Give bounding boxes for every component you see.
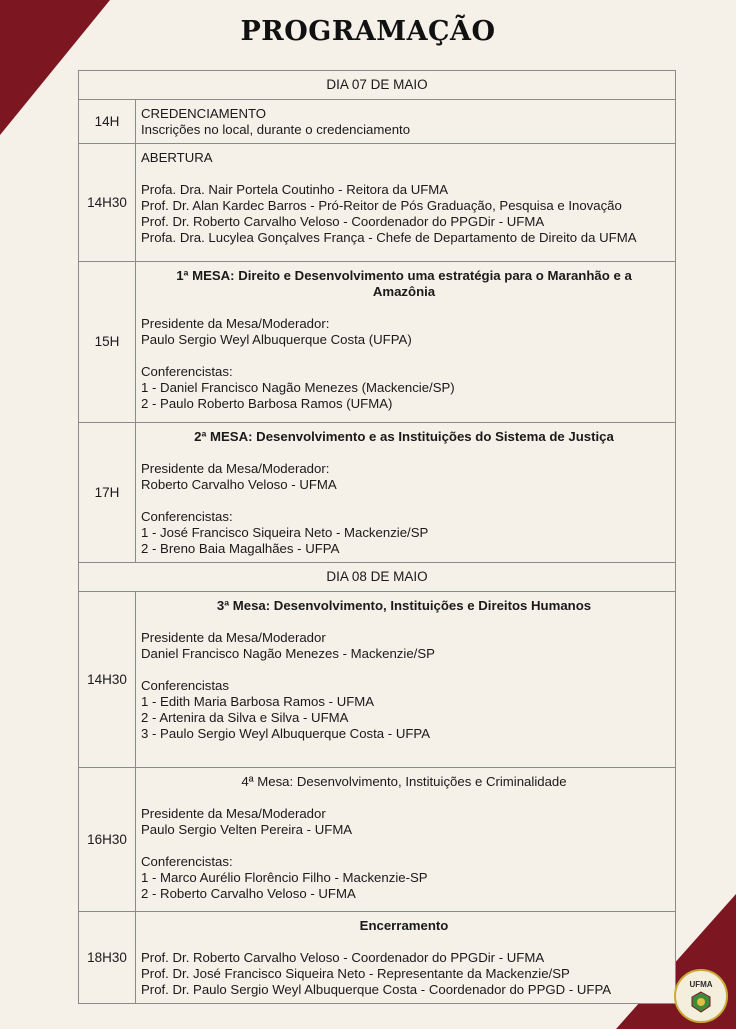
speakers-label: Conferencistas: [141,854,233,869]
list-item: Prof. Dr. Paulo Sergio Weyl Albuquerque Costa - Coordenador do PPGD - UFPA [141,982,612,997]
time-cell: 14H [79,100,136,144]
time-cell: 14H30 [79,144,136,262]
list-item: Prof. Dr. Roberto Carvalho Veloso - Coordenador do PPGDir - UFMA [141,950,545,965]
list-item: 1 - Daniel Francisco Nagão Menezes (Mackencie/SP) [141,380,455,395]
page-title: PROGRAMAÇÃO [240,16,496,47]
speakers-label: Conferencistas [141,678,229,693]
day-row [79,71,676,100]
list-item: Prof. Dr. José Francisco Siqueira Neto - Representante da Mackenzie/SP [141,966,570,981]
day-row [79,563,676,592]
event-heading: 2ª MESA: Desenvolvimento e as Instituições do Sistema de Justiça [194,429,614,444]
list-item: 2 - Paulo Roberto Barbosa Ramos (UFMA) [141,396,393,411]
table-row [79,144,676,262]
moderator-label: Presidente da Mesa/Moderador: [141,316,330,331]
emblem-icon [690,991,712,1013]
event-heading: 3ª Mesa: Desenvolvimento, Instituições e Direitos Humanos [216,598,592,613]
schedule-table [78,70,676,1004]
speakers-label: Conferencistas: [141,364,233,379]
event-heading: ABERTURA [141,150,213,165]
event-heading: 1ª MESA: Direito e Desenvolvimento uma estratégia para o Maranhão e a [176,268,632,283]
logo-text: UFMA [689,979,713,989]
event-cell [136,100,676,144]
list-item: Profa. Dra. Nair Portela Coutinho - Reitora da UFMA [141,182,449,197]
list-item: 1 - Edith Maria Barbosa Ramos - UFMA [141,694,375,709]
event-heading-continued: Amazônia [372,284,436,299]
list-item: 2 - Roberto Carvalho Veloso - UFMA [141,886,356,901]
list-item: Prof. Dr. Alan Kardec Barros - Pró-Reitor de Pós Graduação, Pesquisa e Inovação [141,198,622,213]
day-label: DIA 08 DE MAIO [79,563,676,592]
event-cell [136,592,676,768]
day-label: DIA 07 DE MAIO [79,71,676,100]
list-item: 2 - Artenira da Silva e Silva - UFMA [141,710,349,725]
moderator-name: Roberto Carvalho Veloso - UFMA [141,477,337,492]
time-cell: 18H30 [79,912,136,1004]
university-logo [674,969,728,1023]
time-cell: 15H [79,262,136,423]
list-item: 2 - Breno Baia Magalhães - UFPA [141,541,340,556]
moderator-label: Presidente da Mesa/Moderador: [141,461,330,476]
list-item: 1 - Marco Aurélio Florêncio Filho - Mackenzie-SP [141,870,428,885]
event-heading: CREDENCIAMENTO [141,106,267,121]
table-row [79,100,676,144]
event-heading: Encerramento [359,918,449,933]
list-item: Prof. Dr. Roberto Carvalho Veloso - Coordenador do PPGDir - UFMA [141,214,545,229]
table-row [79,423,676,563]
table-row [79,262,676,423]
moderator-name: Paulo Sergio Weyl Albuquerque Costa (UFPA) [141,332,412,347]
list-item: 1 - José Francisco Siqueira Neto - Mackenzie/SP [141,525,429,540]
event-cell [136,423,676,563]
table-row [79,592,676,768]
event-cell [136,912,676,1004]
list-item: Profa. Dra. Lucylea Gonçalves França - Chefe de Departamento de Direito da UFMA [141,230,637,245]
speakers-label: Conferencistas: [141,509,233,524]
moderator-label: Presidente da Mesa/Moderador [141,630,326,645]
table-row [79,912,676,1004]
event-cell [136,144,676,262]
table-row [79,768,676,912]
time-cell: 14H30 [79,592,136,768]
time-cell: 16H30 [79,768,136,912]
moderator-label: Presidente da Mesa/Moderador [141,806,326,821]
moderator-name: Paulo Sergio Velten Pereira - UFMA [141,822,353,837]
time-cell: 17H [79,423,136,563]
event-detail: Inscrições no local, durante o credenciamento [141,122,411,137]
event-heading: 4ª Mesa: Desenvolvimento, Instituições e Criminalidade [241,774,567,789]
list-item: 3 - Paulo Sergio Weyl Albuquerque Costa - UFPA [141,726,431,741]
event-cell [136,768,676,912]
moderator-name: Daniel Francisco Nagão Menezes - Mackenzie/SP [141,646,435,661]
event-cell [136,262,676,423]
